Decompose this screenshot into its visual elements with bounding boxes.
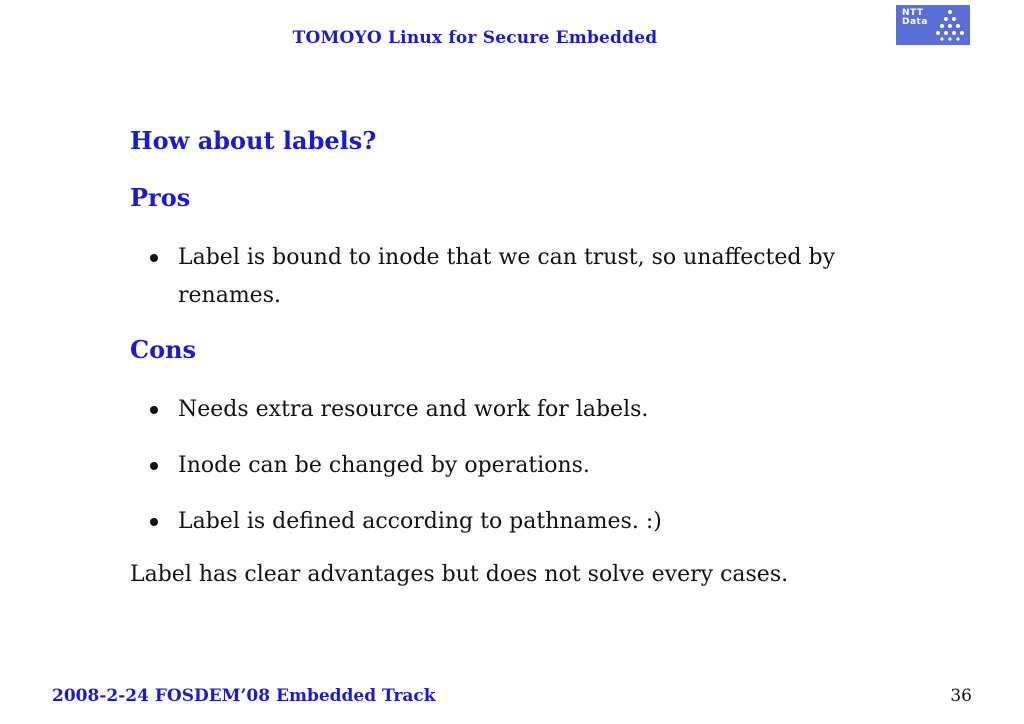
- bullet-text: Needs extra resource and work for labels.: [178, 397, 649, 422]
- slide-title: How about labels?: [130, 126, 377, 155]
- logo-text-ntt: NTT: [902, 8, 924, 18]
- pros-heading: Pros: [130, 183, 191, 212]
- page-number: 36: [950, 686, 972, 706]
- cons-heading: Cons: [130, 335, 197, 364]
- ntt-data-logo: [896, 5, 970, 45]
- bullet-dot-icon: [150, 406, 158, 414]
- footer-event: 2008-2-24 FOSDEM’08 Embedded Track: [52, 686, 436, 706]
- bullet-text: Label is bound to inode that we can trust, so unaffected by renames.: [178, 245, 835, 308]
- bullet-dot-icon: [150, 462, 158, 470]
- slide-header-title: TOMOYO Linux for Secure Embedded: [292, 28, 658, 48]
- logo-text-data: Data: [902, 17, 928, 27]
- bullet-text: Inode can be changed by operations.: [178, 453, 590, 478]
- bullet-dot-icon: [150, 254, 158, 262]
- logo-dots-icon: [936, 9, 964, 41]
- bullet-text: Label is defined according to pathnames. :): [178, 509, 662, 534]
- bullet-dot-icon: [150, 518, 158, 526]
- conclusion-text: Label has clear advantages but does not solve every cases.: [130, 562, 789, 587]
